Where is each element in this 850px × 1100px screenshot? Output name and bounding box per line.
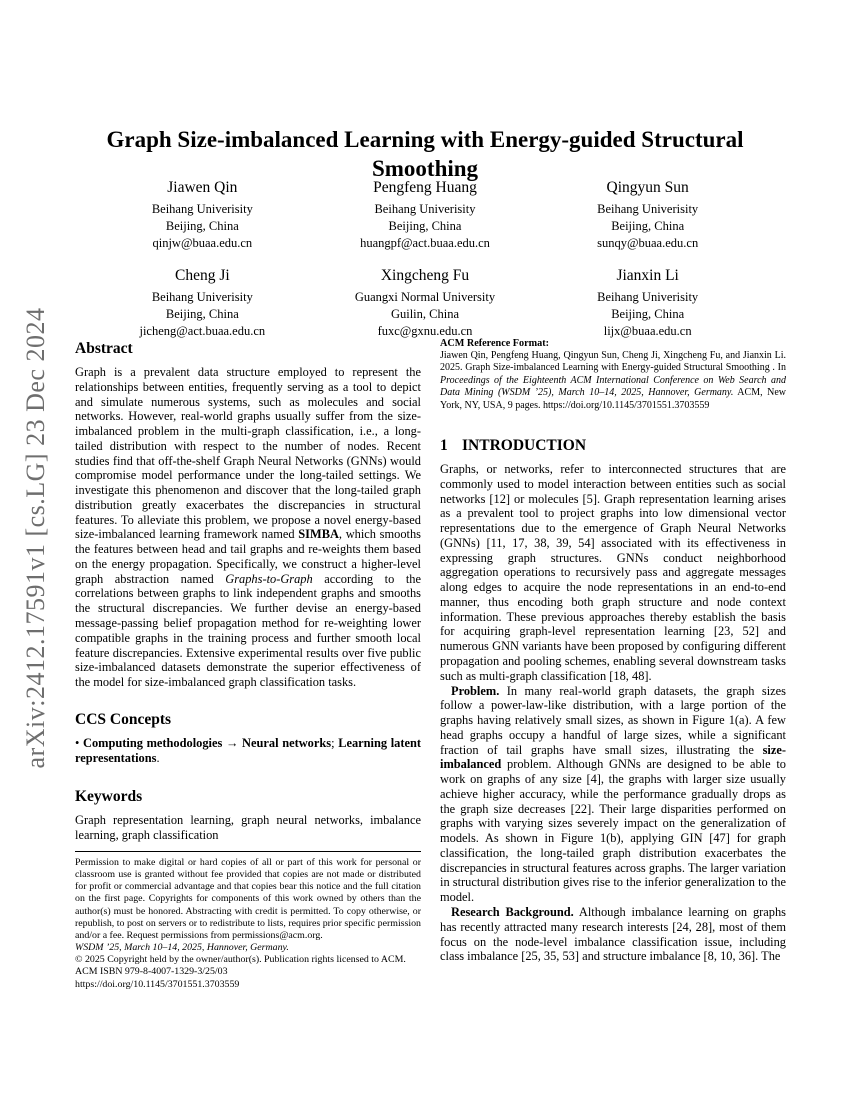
author-name: Pengfeng Huang [373,179,477,196]
section-title: INTRODUCTION [462,437,587,455]
author-affiliation: Guangxi Normal University [354,290,496,304]
arxiv-banner: arXiv:2412.17591v1 [cs.LG] 23 Dec 2024 [21,307,50,769]
venue-line: WSDM ’25, March 10–14, 2025, Hannover, Germany. [75,942,289,954]
author-city: Beijing, China [165,219,239,233]
author-affiliation: Beihang Univerisity [597,202,699,216]
left-column [75,340,421,843]
acm-reference-heading: ACM Reference Format: [440,338,549,349]
author-name: Jiawen Qin [167,179,238,196]
author-block [540,179,755,252]
permission-text: Permission to make digital or hard copies of all or part of this work for personal or classroom use is granted without fee provided that copies are not made or distributed for profit or commercial advantage and that copies bear this notice and the full citation on the first page. Copyrights for components of this work owned by others than the author(s) must be honored. Abstracting with credit is permitted. To copy otherwise, or republish, to post on servers or to redistribute to lists, requires prior specific permission and/or a fee. Request permissions from permissions@acm.org. [75,857,421,941]
footnote-block [75,851,421,991]
author-email: lijx@buaa.edu.cn [603,324,692,338]
author-city: Beijing, China [165,307,239,321]
author-block [318,179,533,252]
author-email: huangpf@act.buaa.edu.cn [360,236,490,250]
ccs-heading: CCS Concepts [75,710,172,728]
author-name: Cheng Ji [174,267,230,284]
author-city: Beijing, China [388,219,462,233]
author-affiliation: Beihang Univerisity [597,290,699,304]
abstract-heading: Abstract [75,340,133,357]
author-block [95,267,310,340]
author-email: sunqy@buaa.edu.cn [597,236,699,250]
intro-paragraph-2: Problem. In many real-world graph datasets, the graph sizes follow a power-law-like distribution, with a large portion of the graphs having relatively small sizes, as shown in Figure 1(a). A few head graphs occupy a handful of large sizes, while a significant fraction of tail graphs have small sizes, illustrating the size-imbalanced problem. Although GNNs are designed to be able to work on graphs of any size [4], the graphs with larger size usually achieve higher accuracy, while the performance gradually drops as the graph size decreases [22]. Their large disparities performed on graphs with varying sizes severely impact on the generalization of models. As shown in Figure 1(b), applying GIN [47] for graph classification, the long-tailed graph distribution exacerbates the discrepancies in structural features across graphs. The larger variation in structural distribution gives rise to the inferior generalization to the model. [440,683,786,905]
author-email: fuxc@gxnu.edu.cn [377,324,473,338]
introduction-heading [440,437,786,455]
doi-link[interactable]: https://doi.org/10.1145/3701551.3703559 [75,978,240,990]
authors-grid [95,179,755,340]
isbn-line: ACM ISBN 979-8-4007-1329-3/25/03 [75,966,228,978]
copyright-line: © 2025 Copyright held by the owner/author(s). Publication rights licensed to ACM. [75,954,406,966]
keywords-text: Graph representation learning, graph neural networks, imbalance learning, graph classification [75,813,421,843]
acm-reference-text: Jiawen Qin, Pengfeng Huang, Qingyun Sun, Cheng Ji, Xingcheng Fu, and Jianxin Li. 2025. Graph Size-imbalanced Learning with Energy-guided Structural Smoothing . In Proceedings of the Eighteenth ACM International Conference on Web Search and Data Mining (WSDM ’25), March 10–14, 2025, Hannover, Germany. ACM, New York, NY, USA, 9 pages. https://doi.org/10.1145/3701551.3703559 [440,350,786,411]
author-email: qinjw@buaa.edu.cn [152,236,253,250]
author-city: Beijing, China [611,219,685,233]
right-column [440,338,786,964]
author-affiliation: Beihang Univerisity [374,202,476,216]
page-title: Graph Size-imbalanced Learning with Energy-guided Structural Smoothing [106,127,744,182]
author-block [318,267,533,340]
author-block [95,179,310,252]
author-name: Jianxin Li [616,267,679,284]
author-city: Guilin, China [390,307,460,321]
author-name: Qingyun Sun [606,179,689,196]
keywords-heading: Keywords [75,788,143,806]
author-block [540,267,755,340]
author-name: Xingcheng Fu [380,267,470,284]
intro-paragraph-3: Research Background. Although imbalance learning on graphs has recently attracted many research interests [24, 28], most of them focus on the node-level imbalance classification issue, including class imbalance [25, 35, 53] and structure imbalance [8, 10, 36]. The [440,905,786,964]
author-city: Beijing, China [611,307,685,321]
section-number: 1 [440,437,448,455]
author-affiliation: Beihang Univerisity [151,202,253,216]
ccs-text: • Computing methodologies → Neural networks; Learning latent representations. [75,735,422,765]
intro-paragraph-1: Graphs, or networks, refer to interconnected structures that are commonly used to model interaction between entities such as social networks [12] or molecules [5]. Graph representation learning arises as a prevalent tool to project graphs into low dimensional vector representations due to the emergence of Graph Neural Networks (GNNs) [11, 17, 38, 39, 54] associated with its effectiveness in expressing graph structures. GNNs conduct neighborhood aggregation operations to recursively pass and aggregate messages along edges to acquire the node representations in an end-to-end manner, thus encoding both graph structure and node context information. These previous approaches thereby establish the basis for acquiring graph-level representation learning [23, 52] and numerous GNN variants have been proposed by configuring different propagation and pooling schemes, enabling several downstream tasks such as multi-graph classification [18, 48]. [440,462,786,683]
abstract-text: Graph is a prevalent data structure employed to represent the relationships between entities, frequently serving as a tool to depict and simulate numerous systems, such as molecules and social networks. However, real-world graphs usually suffer from the size-imbalanced problem in the multi-graph classification, i.e., a long-tailed distribution with respect to the number of nodes. Recent studies find that off-the-shelf Graph Neural Networks (GNNs) would compromise model performance under the long-tailed settings. We investigate this phenomenon and discover that the long-tailed graph distribution greatly exacerbates the discrepancies in structural features. To alleviate this problem, we propose a novel energy-based size-imbalanced learning framework named SIMBA, which smooths the features between head and tail graphs and re-weights them based on the energy propagation. Specifically, we construct a higher-level graph abstraction named Graphs-to-Graph according to the correlations between graphs to link independent graphs and smooths the structural discrepancies. We further devise an energy-based message-passing belief propagation method for re-weighting lower compatible graphs in the training process and further smooth local feature discrepancies. Extensive experimental results over five public size-imbalanced datasets demonstrate the superior effectiveness of the model for size-imbalanced graph classification tasks. [75,365,421,690]
author-email: jicheng@act.buaa.edu.cn [139,324,266,338]
author-affiliation: Beihang Univerisity [151,290,253,304]
